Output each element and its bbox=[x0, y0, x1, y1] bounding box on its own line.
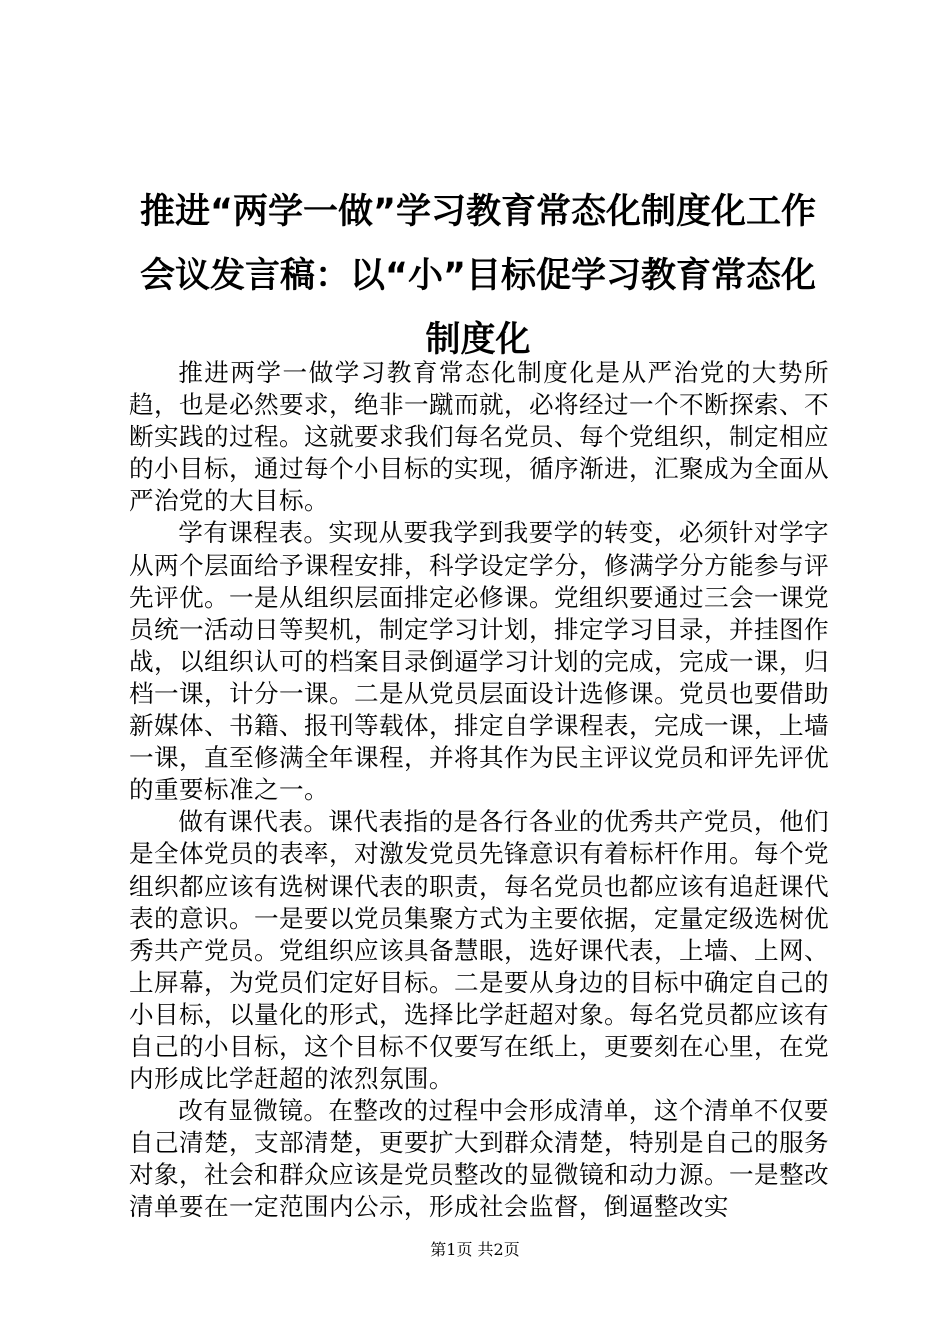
paragraph-intro: 推进两学一做学习教育常态化制度化是从严治党的大势所趋，也是必然要求，绝非一蹴而就，必将经过一个不断探索、不断实践的过程。这就要求我们每名党员、每个党组织，制定相应的小目标，通过每个小目标的实现，循序渐进，汇聚成为全面从严治党的大目标。 bbox=[129, 358, 829, 516]
paragraph-study-schedule: 学有课程表。实现从要我学到我要学的转变，必须针对学字从两个层面给予课程安排，科学设定学分，修满学分方能参与评先评优。一是从组织层面排定必修课。党组织要通过三会一课党员统一活动日等契机，制定学习计划，排定学习目录，并挂图作战，以组织认可的档案目录倒逼学习计划的完成，完成一课，归档一课，计分一课。二是从党员层面设计选修课。党员也要借助新媒体、书籍、报刊等载体，排定自学课程表，完成一课，上墙一课，直至修满全年课程，并将其作为民主评议党员和评先评优的重要标准之一。 bbox=[129, 518, 829, 805]
document-body bbox=[129, 357, 829, 1224]
document-title: 推进“两学一做”学习教育常态化制度化工作会议发言稿：以“小”目标促学习教育常态化制度化 bbox=[139, 192, 816, 360]
paragraph-class-representative: 做有课代表。课代表指的是各行各业的优秀共产党员，他们是全体党员的表率，对激发党员先锋意识有着标杆作用。每个党组织都应该有选树课代表的职责，每名党员也都应该有追赶课代表的意识。一是要以党员集聚方式为主要依据，定量定级选树优秀共产党员。党组织应该具备慧眼，选好课代表，上墙、上网、上屏幕，为党员们定好目标。二是要从身边的目标中确定自己的小目标，以量化的形式，选择比学赶超对象。每名党员都应该有自己的小目标，这个目标不仅要写在纸上，更要刻在心里，在党内形成比学赶超的浓烈氛围。 bbox=[129, 807, 829, 1094]
page-number-footer: 第1页 共2页 bbox=[430, 1240, 520, 1259]
paragraph-microscope: 改有显微镜。在整改的过程中会形成清单，这个清单不仅要自己清楚，支部清楚，更要扩大到群众清楚，特别是自己的服务对象，社会和群众应该是党员整改的显微镜和动力源。一是整改清单要在一定范围内公示，形成社会监督，倒逼整改实 bbox=[129, 1096, 829, 1222]
